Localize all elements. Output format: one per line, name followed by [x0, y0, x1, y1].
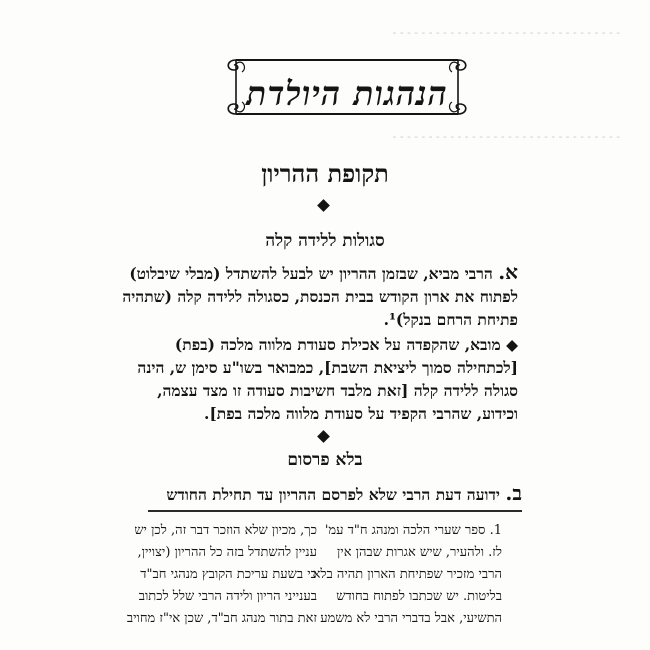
footnote-line: כך, מכיון שלא הוזכר דבר זה, לכן יש [134, 523, 317, 538]
diamond-ornament [317, 199, 330, 212]
paragraph-alef [122, 260, 518, 331]
footnote-rule [148, 510, 522, 512]
paragraph-line: ◆ מובא, שהקפדה על אכילת סעודת מלווה מלכה (בפת) [174, 335, 518, 354]
footnote-line: זאת בתור מנהג חב"ד, שכן אי"ז מחויב [126, 611, 317, 626]
paragraph-line: א. הרבי מביא, שבזמן ההריון יש לבעל להשתדל (מבלי שיבלוט) [129, 260, 518, 284]
paragraph-bet [166, 481, 522, 506]
page-title: הנהגות היולדת [246, 74, 448, 113]
paragraph-muva [137, 333, 518, 425]
footnote-line: כי בשעת עריכת הקובץ מנהגי חב"ד [140, 567, 317, 582]
footnote-line: לז. ולהעיר, שיש אגרות שבהן אין [336, 545, 502, 560]
footnote-line: הרבי מזכיר שפתיחת הארון תהיה בלא [312, 567, 502, 582]
paragraph-line: לפתוח את ארון הקודש בבית הכנסת, כסגולה ללידה קלה (שתהיה [122, 287, 518, 306]
section-title: תקופת ההריון [261, 159, 389, 188]
paragraph-line: וכידוע, שהרבי הקפיד על סעודת מלווה מלכה בפת]. [204, 404, 518, 423]
paragraph-line: [לכתחילה סמוך ליציאת השבת], כמבואר בשו"ע סימן ש, הינה [137, 358, 518, 377]
footnote-line: 1. ספר שערי הלכה ומנהג ח"ד עמ' [324, 523, 502, 538]
footnote-line: התשיעי, אבל בדברי הרבי לא משמע [320, 611, 502, 626]
footnote-column-right [312, 520, 502, 630]
diamond-ornament [317, 430, 330, 443]
footnote-column-left [126, 520, 317, 630]
paragraph-line: ב. ידועה דעת הרבי שלא לפרסם ההריון עד תחילת החודש [166, 481, 522, 505]
subheading-segulot: סגולות ללידה קלה [265, 231, 385, 251]
bleed-through-text: - - - - - - - - - - - - - - - - - - - - - - - - - - - - - - - - [392, 130, 620, 143]
title-frame [222, 54, 472, 120]
bleed-through-text: - - - - - - - - - - - - - - - - - - - - - - - - - - - - - - - - [392, 26, 620, 39]
footnote-line: בענייני הריון ולידה הרבי שלל לכתוב [138, 589, 317, 604]
paragraph-line: פתיחת הרחם בנקל)¹. [383, 310, 518, 329]
footnote-line: בליטות. יש שכתבו לפתוח בחודש [336, 589, 502, 604]
footnote-line: עניין להשתדל בזה כל ההריון (יצויין, [137, 545, 317, 560]
diamond-bullet: ◆ [506, 335, 518, 354]
paragraph-letter: א. [498, 260, 518, 284]
paragraph-line: סגולה ללידה קלה [זאת מלבד חשיבות סעודה זו מצד עצמה, [157, 381, 518, 400]
paragraph-letter: ב. [505, 481, 522, 505]
subheading-bli-pirsum: בלא פרסום [287, 450, 363, 470]
